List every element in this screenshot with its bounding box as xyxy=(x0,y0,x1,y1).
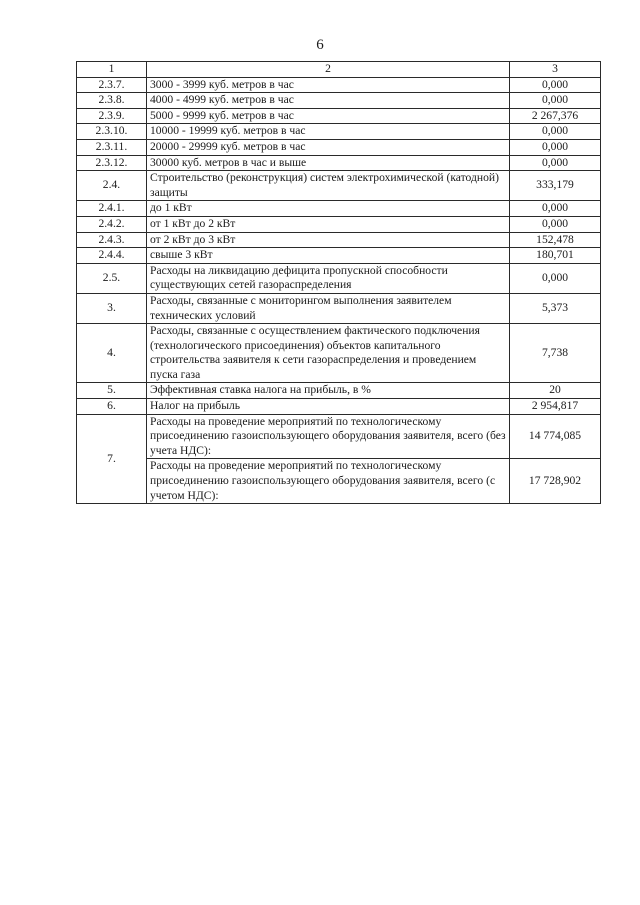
row-value: 17 728,902 xyxy=(510,459,601,504)
table-row xyxy=(77,201,601,217)
row-value: 14 774,085 xyxy=(510,414,601,459)
row-value: 0,000 xyxy=(510,77,601,93)
table-row xyxy=(77,108,601,124)
row-value: 0,000 xyxy=(510,263,601,293)
row-description: Расходы на проведение мероприятий по технологическому присоединению газоиспользующего оборудования заявителя, всего (без учета НДС): xyxy=(147,414,510,459)
row-number: 5. xyxy=(77,383,147,399)
row-number: 3. xyxy=(77,293,147,323)
row-description: Налог на прибыль xyxy=(147,399,510,415)
row-description: Строительство (реконструкция) систем электрохимической (катодной) защиты xyxy=(147,171,510,201)
table-row xyxy=(77,324,601,383)
row-value: 20 xyxy=(510,383,601,399)
row-description: 10000 - 19999 куб. метров в час xyxy=(147,124,510,140)
row-number: 2.3.8. xyxy=(77,93,147,109)
table-row-total-with-vat xyxy=(77,459,601,504)
row-value: 2 954,817 xyxy=(510,399,601,415)
table-row xyxy=(77,383,601,399)
row-number: 2.5. xyxy=(77,263,147,293)
row-description: Эффективная ставка налога на прибыль, в % xyxy=(147,383,510,399)
row-description: 30000 куб. метров в час и выше xyxy=(147,155,510,171)
row-number: 2.3.7. xyxy=(77,77,147,93)
row-number: 2.3.10. xyxy=(77,124,147,140)
table-row-total-without-vat xyxy=(77,414,601,459)
row-value: 0,000 xyxy=(510,216,601,232)
table-header-row xyxy=(77,62,601,78)
row-number: 6. xyxy=(77,399,147,415)
row-description: Расходы, связанные с мониторингом выполнения заявителем технических условий xyxy=(147,293,510,323)
table-row xyxy=(77,77,601,93)
table-row xyxy=(77,124,601,140)
table-row xyxy=(77,216,601,232)
row-number: 7. xyxy=(77,414,147,504)
row-number: 2.4.3. xyxy=(77,232,147,248)
header-col-3: 3 xyxy=(510,62,601,78)
row-number: 2.4.1. xyxy=(77,201,147,217)
table-row xyxy=(77,232,601,248)
row-number: 2.4.4. xyxy=(77,248,147,264)
row-number: 2.3.9. xyxy=(77,108,147,124)
header-col-1: 1 xyxy=(77,62,147,78)
row-number: 2.3.11. xyxy=(77,139,147,155)
row-value: 152,478 xyxy=(510,232,601,248)
table-row xyxy=(77,399,601,415)
row-number: 4. xyxy=(77,324,147,383)
row-description: 3000 - 3999 куб. метров в час xyxy=(147,77,510,93)
table-row xyxy=(77,139,601,155)
row-value: 0,000 xyxy=(510,201,601,217)
row-description: 4000 - 4999 куб. метров в час xyxy=(147,93,510,109)
table-row xyxy=(77,248,601,264)
row-description: Расходы на проведение мероприятий по технологическому присоединению газоиспользующего оборудования заявителя, всего (с учетом НДС): xyxy=(147,459,510,504)
row-value: 7,738 xyxy=(510,324,601,383)
row-value: 0,000 xyxy=(510,139,601,155)
row-value: 5,373 xyxy=(510,293,601,323)
table-row xyxy=(77,263,601,293)
row-description: 5000 - 9999 куб. метров в час xyxy=(147,108,510,124)
header-col-2: 2 xyxy=(147,62,510,78)
table-row xyxy=(77,293,601,323)
row-value: 180,701 xyxy=(510,248,601,264)
row-value: 2 267,376 xyxy=(510,108,601,124)
table-row xyxy=(77,155,601,171)
table-row xyxy=(77,171,601,201)
page-number: 6 xyxy=(316,37,324,53)
table-row xyxy=(77,93,601,109)
row-number: 2.3.12. xyxy=(77,155,147,171)
row-value: 0,000 xyxy=(510,93,601,109)
row-value: 0,000 xyxy=(510,124,601,140)
row-value: 0,000 xyxy=(510,155,601,171)
row-number: 2.4. xyxy=(77,171,147,201)
row-description: свыше 3 кВт xyxy=(147,248,510,264)
row-description: до 1 кВт xyxy=(147,201,510,217)
row-description: Расходы на ликвидацию дефицита пропускной способности существующих сетей газораспределения xyxy=(147,263,510,293)
row-value: 333,179 xyxy=(510,171,601,201)
row-description: от 2 кВт до 3 кВт xyxy=(147,232,510,248)
row-description: Расходы, связанные с осуществлением фактического подключения (технологического присоединения) объектов капитального строительства заявителя к сети газораспределения и проведением пуска газа xyxy=(147,324,510,383)
row-description: 20000 - 29999 куб. метров в час xyxy=(147,139,510,155)
cost-table xyxy=(76,61,601,504)
row-description: от 1 кВт до 2 кВт xyxy=(147,216,510,232)
row-number: 2.4.2. xyxy=(77,216,147,232)
